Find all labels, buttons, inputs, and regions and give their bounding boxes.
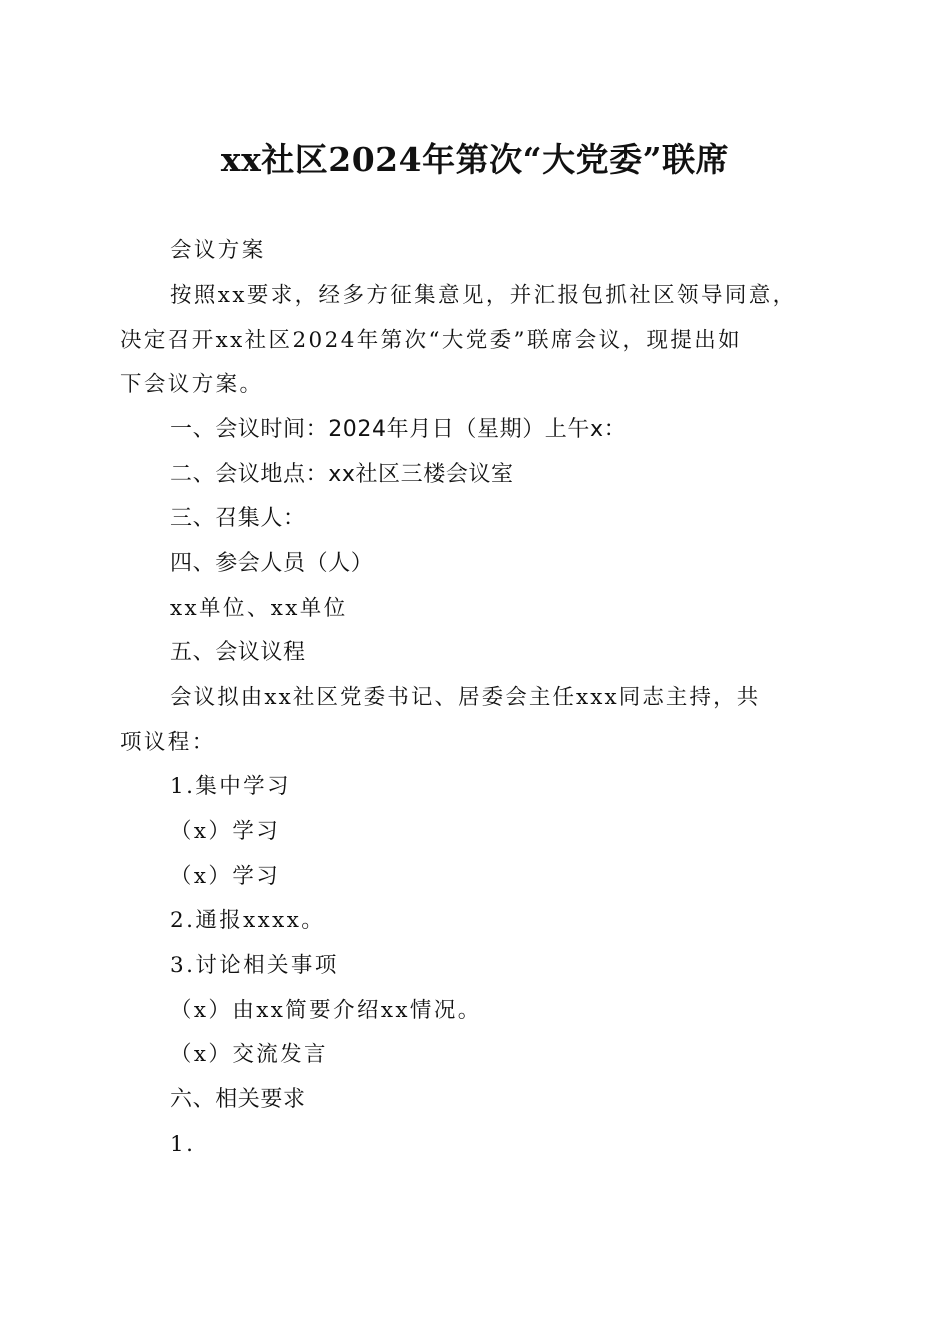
- attendees-list: xx单位、xx单位: [170, 596, 348, 621]
- requirement-1: 1.: [170, 1132, 196, 1157]
- subtitle: 会议方案: [170, 238, 266, 263]
- agenda-item-2: 2.通报xxxx。: [170, 908, 326, 933]
- intro-line-3: 下会议方案。: [120, 372, 264, 397]
- agenda-item-1: 1.集中学习: [170, 774, 291, 799]
- section-heading-location: 二、会议地点：xx社区三楼会议室: [170, 462, 514, 487]
- agenda-item-3b: （x）交流发言: [170, 1042, 328, 1067]
- agenda-item-3a: （x）由xx简要介绍xx情况。: [170, 998, 482, 1023]
- section-heading-convener: 三、召集人：: [170, 506, 306, 531]
- section-heading-agenda: 五、会议议程: [170, 640, 306, 665]
- intro-line-1: 按照xx要求，经多方征集意见，并汇报包抓社区领导同意，: [170, 283, 797, 308]
- agenda-intro-line-1: 会议拟由xx社区党委书记、居委会主任xxx同志主持，共: [170, 685, 761, 710]
- intro-line-2: 决定召开xx社区2024年第次“大党委”联席会议，现提出如: [120, 328, 743, 353]
- agenda-item-3: 3.讨论相关事项: [170, 953, 339, 978]
- agenda-item-1a: （x）学习: [170, 819, 281, 844]
- section-heading-attendees: 四、参会人员（人）: [170, 551, 374, 576]
- section-heading-time: 一、会议时间：2024年月日（星期）上午x：: [170, 417, 627, 442]
- section-heading-requirements: 六、相关要求: [170, 1087, 306, 1112]
- agenda-item-1b: （x）学习: [170, 864, 281, 889]
- agenda-intro-line-2: 项议程：: [120, 730, 216, 755]
- document-title: xx社区2024年第次“大党委”联席: [220, 140, 730, 179]
